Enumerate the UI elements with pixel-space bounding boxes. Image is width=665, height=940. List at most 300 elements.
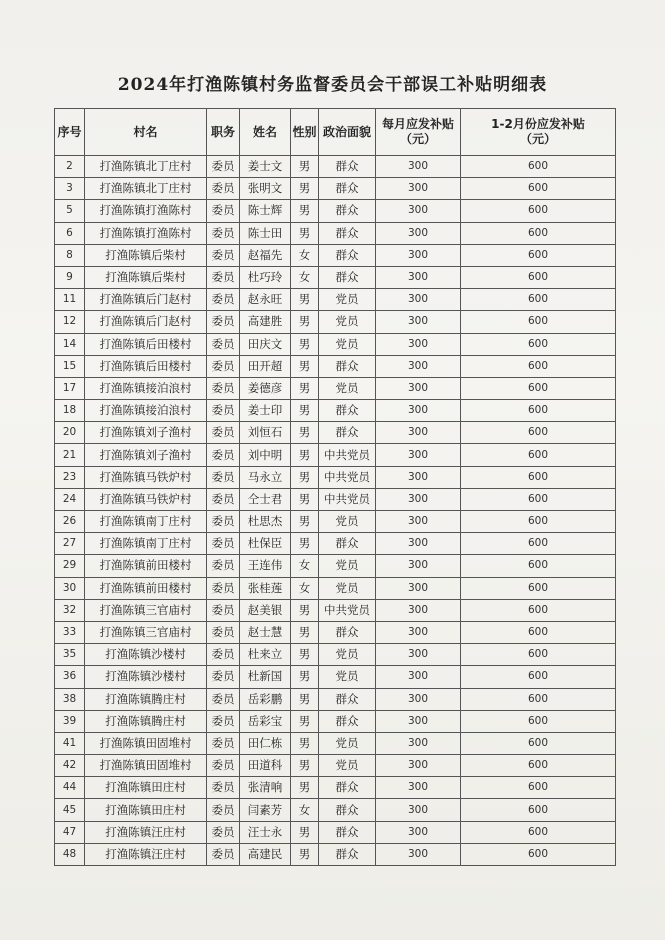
cell-name: 刘恒石 bbox=[240, 422, 291, 444]
table-row bbox=[55, 799, 616, 821]
cell-monthly: 300 bbox=[376, 599, 461, 621]
cell-total: 600 bbox=[461, 666, 616, 688]
cell-position: 委员 bbox=[207, 355, 240, 377]
cell-no: 30 bbox=[55, 577, 85, 599]
cell-no: 32 bbox=[55, 599, 85, 621]
cell-party: 党员 bbox=[319, 755, 376, 777]
cell-monthly: 300 bbox=[376, 222, 461, 244]
cell-village: 打渔陈镇后柴村 bbox=[85, 244, 207, 266]
cell-total: 600 bbox=[461, 843, 616, 865]
cell-monthly: 300 bbox=[376, 355, 461, 377]
cell-name: 张清响 bbox=[240, 777, 291, 799]
cell-name: 杜新国 bbox=[240, 666, 291, 688]
cell-party: 群众 bbox=[319, 222, 376, 244]
cell-party: 中共党员 bbox=[319, 488, 376, 510]
cell-position: 委员 bbox=[207, 577, 240, 599]
header-monthly-label: 每月应发补贴 bbox=[381, 117, 454, 131]
table-row bbox=[55, 178, 616, 200]
cell-total: 600 bbox=[461, 599, 616, 621]
cell-gender: 女 bbox=[291, 244, 319, 266]
cell-total: 600 bbox=[461, 200, 616, 222]
cell-gender: 男 bbox=[291, 666, 319, 688]
cell-no: 44 bbox=[55, 777, 85, 799]
cell-party: 群众 bbox=[319, 821, 376, 843]
cell-position: 委员 bbox=[207, 599, 240, 621]
table-row bbox=[55, 533, 616, 555]
cell-party: 群众 bbox=[319, 422, 376, 444]
cell-monthly: 300 bbox=[376, 511, 461, 533]
table-row bbox=[55, 644, 616, 666]
cell-monthly: 300 bbox=[376, 533, 461, 555]
cell-total: 600 bbox=[461, 156, 616, 178]
cell-name: 杜思杰 bbox=[240, 511, 291, 533]
cell-total: 600 bbox=[461, 466, 616, 488]
table-row bbox=[55, 311, 616, 333]
cell-position: 委员 bbox=[207, 755, 240, 777]
cell-gender: 男 bbox=[291, 644, 319, 666]
cell-gender: 男 bbox=[291, 488, 319, 510]
cell-name: 刘中明 bbox=[240, 444, 291, 466]
table-row bbox=[55, 555, 616, 577]
cell-village: 打渔陈镇田固堆村 bbox=[85, 732, 207, 754]
cell-monthly: 300 bbox=[376, 843, 461, 865]
cell-monthly: 300 bbox=[376, 178, 461, 200]
cell-total: 600 bbox=[461, 755, 616, 777]
cell-village: 打渔陈镇腾庄村 bbox=[85, 688, 207, 710]
cell-village: 打渔陈镇刘子渔村 bbox=[85, 422, 207, 444]
cell-village: 打渔陈镇后田楼村 bbox=[85, 333, 207, 355]
cell-monthly: 300 bbox=[376, 200, 461, 222]
cell-monthly: 300 bbox=[376, 755, 461, 777]
table-row bbox=[55, 222, 616, 244]
table-row bbox=[55, 577, 616, 599]
cell-total: 600 bbox=[461, 488, 616, 510]
cell-no: 6 bbox=[55, 222, 85, 244]
cell-total: 600 bbox=[461, 555, 616, 577]
cell-name: 杜巧玲 bbox=[240, 266, 291, 288]
cell-position: 委员 bbox=[207, 621, 240, 643]
cell-monthly: 300 bbox=[376, 156, 461, 178]
header-monthly bbox=[376, 109, 461, 156]
cell-position: 委员 bbox=[207, 200, 240, 222]
cell-monthly: 300 bbox=[376, 732, 461, 754]
cell-monthly: 300 bbox=[376, 444, 461, 466]
header-total-unit: （元） bbox=[519, 132, 556, 146]
cell-position: 委员 bbox=[207, 377, 240, 399]
table-row bbox=[55, 156, 616, 178]
cell-village: 打渔陈镇三官庙村 bbox=[85, 599, 207, 621]
table-row bbox=[55, 688, 616, 710]
cell-gender: 男 bbox=[291, 311, 319, 333]
cell-no: 38 bbox=[55, 688, 85, 710]
cell-name: 高建民 bbox=[240, 843, 291, 865]
cell-gender: 男 bbox=[291, 843, 319, 865]
cell-no: 48 bbox=[55, 843, 85, 865]
table-row bbox=[55, 755, 616, 777]
cell-name: 高建胜 bbox=[240, 311, 291, 333]
cell-no: 39 bbox=[55, 710, 85, 732]
cell-monthly: 300 bbox=[376, 422, 461, 444]
cell-total: 600 bbox=[461, 577, 616, 599]
cell-no: 29 bbox=[55, 555, 85, 577]
table-row bbox=[55, 488, 616, 510]
cell-total: 600 bbox=[461, 511, 616, 533]
cell-village: 打渔陈镇后门赵村 bbox=[85, 289, 207, 311]
header-no: 序号 bbox=[55, 109, 85, 156]
table-row bbox=[55, 710, 616, 732]
cell-total: 600 bbox=[461, 688, 616, 710]
cell-gender: 男 bbox=[291, 511, 319, 533]
header-village: 村名 bbox=[85, 109, 207, 156]
cell-name: 田开超 bbox=[240, 355, 291, 377]
cell-gender: 男 bbox=[291, 732, 319, 754]
cell-total: 600 bbox=[461, 311, 616, 333]
cell-no: 9 bbox=[55, 266, 85, 288]
cell-monthly: 300 bbox=[376, 333, 461, 355]
cell-position: 委员 bbox=[207, 843, 240, 865]
cell-gender: 男 bbox=[291, 200, 319, 222]
cell-monthly: 300 bbox=[376, 266, 461, 288]
cell-gender: 男 bbox=[291, 621, 319, 643]
cell-total: 600 bbox=[461, 289, 616, 311]
document-title: 2024年打渔陈镇村务监督委员会干部误工补贴明细表 bbox=[117, 75, 548, 95]
cell-monthly: 300 bbox=[376, 244, 461, 266]
table-row bbox=[55, 244, 616, 266]
cell-name: 赵美银 bbox=[240, 599, 291, 621]
cell-gender: 男 bbox=[291, 688, 319, 710]
cell-gender: 男 bbox=[291, 444, 319, 466]
cell-position: 委员 bbox=[207, 444, 240, 466]
cell-position: 委员 bbox=[207, 222, 240, 244]
cell-party: 党员 bbox=[319, 732, 376, 754]
cell-gender: 男 bbox=[291, 533, 319, 555]
cell-gender: 男 bbox=[291, 333, 319, 355]
table-row bbox=[55, 355, 616, 377]
cell-monthly: 300 bbox=[376, 289, 461, 311]
cell-position: 委员 bbox=[207, 289, 240, 311]
cell-position: 委员 bbox=[207, 266, 240, 288]
cell-name: 赵永旺 bbox=[240, 289, 291, 311]
cell-name: 陈士辉 bbox=[240, 200, 291, 222]
cell-no: 35 bbox=[55, 644, 85, 666]
cell-total: 600 bbox=[461, 444, 616, 466]
cell-total: 600 bbox=[461, 178, 616, 200]
cell-name: 张桂莲 bbox=[240, 577, 291, 599]
cell-party: 中共党员 bbox=[319, 444, 376, 466]
cell-party: 群众 bbox=[319, 244, 376, 266]
cell-total: 600 bbox=[461, 222, 616, 244]
cell-village: 打渔陈镇马铁炉村 bbox=[85, 466, 207, 488]
cell-party: 群众 bbox=[319, 200, 376, 222]
cell-monthly: 300 bbox=[376, 377, 461, 399]
cell-name: 姜德彦 bbox=[240, 377, 291, 399]
cell-name: 杜保臣 bbox=[240, 533, 291, 555]
cell-name: 岳彩鹏 bbox=[240, 688, 291, 710]
header-name: 姓名 bbox=[240, 109, 291, 156]
cell-no: 18 bbox=[55, 400, 85, 422]
cell-party: 群众 bbox=[319, 843, 376, 865]
cell-position: 委员 bbox=[207, 422, 240, 444]
cell-monthly: 300 bbox=[376, 621, 461, 643]
cell-gender: 男 bbox=[291, 355, 319, 377]
cell-name: 汪士永 bbox=[240, 821, 291, 843]
cell-no: 41 bbox=[55, 732, 85, 754]
header-gender: 性别 bbox=[291, 109, 319, 156]
cell-no: 33 bbox=[55, 621, 85, 643]
table-row bbox=[55, 777, 616, 799]
cell-name: 陈士田 bbox=[240, 222, 291, 244]
cell-village: 打渔陈镇田固堆村 bbox=[85, 755, 207, 777]
cell-gender: 女 bbox=[291, 577, 319, 599]
cell-gender: 男 bbox=[291, 222, 319, 244]
cell-position: 委员 bbox=[207, 732, 240, 754]
cell-name: 闫素芳 bbox=[240, 799, 291, 821]
cell-village: 打渔陈镇后门赵村 bbox=[85, 311, 207, 333]
cell-party: 中共党员 bbox=[319, 599, 376, 621]
table-row bbox=[55, 333, 616, 355]
cell-no: 24 bbox=[55, 488, 85, 510]
cell-party: 群众 bbox=[319, 799, 376, 821]
cell-name: 岳彩宝 bbox=[240, 710, 291, 732]
cell-name: 姜士印 bbox=[240, 400, 291, 422]
cell-party: 党员 bbox=[319, 333, 376, 355]
table-row bbox=[55, 266, 616, 288]
cell-name: 王连伟 bbox=[240, 555, 291, 577]
cell-no: 26 bbox=[55, 511, 85, 533]
cell-name: 马永立 bbox=[240, 466, 291, 488]
cell-total: 600 bbox=[461, 266, 616, 288]
subsidy-table bbox=[54, 108, 616, 866]
cell-gender: 男 bbox=[291, 755, 319, 777]
table-row bbox=[55, 511, 616, 533]
table-header-row bbox=[55, 109, 616, 156]
cell-party: 群众 bbox=[319, 156, 376, 178]
cell-village: 打渔陈镇南丁庄村 bbox=[85, 511, 207, 533]
table-row bbox=[55, 843, 616, 865]
table-row bbox=[55, 621, 616, 643]
cell-monthly: 300 bbox=[376, 488, 461, 510]
cell-party: 群众 bbox=[319, 777, 376, 799]
cell-party: 群众 bbox=[319, 688, 376, 710]
table-row bbox=[55, 200, 616, 222]
cell-monthly: 300 bbox=[376, 400, 461, 422]
cell-no: 3 bbox=[55, 178, 85, 200]
cell-party: 群众 bbox=[319, 710, 376, 732]
cell-name: 仝士君 bbox=[240, 488, 291, 510]
cell-position: 委员 bbox=[207, 400, 240, 422]
cell-total: 600 bbox=[461, 777, 616, 799]
cell-village: 打渔陈镇接泊浪村 bbox=[85, 400, 207, 422]
cell-no: 23 bbox=[55, 466, 85, 488]
cell-party: 群众 bbox=[319, 533, 376, 555]
cell-total: 600 bbox=[461, 732, 616, 754]
cell-village: 打渔陈镇前田楼村 bbox=[85, 555, 207, 577]
cell-name: 张明文 bbox=[240, 178, 291, 200]
cell-no: 2 bbox=[55, 156, 85, 178]
cell-village: 打渔陈镇打渔陈村 bbox=[85, 222, 207, 244]
table-row bbox=[55, 444, 616, 466]
cell-village: 打渔陈镇北丁庄村 bbox=[85, 156, 207, 178]
cell-no: 12 bbox=[55, 311, 85, 333]
cell-position: 委员 bbox=[207, 488, 240, 510]
cell-position: 委员 bbox=[207, 555, 240, 577]
cell-position: 委员 bbox=[207, 156, 240, 178]
cell-village: 打渔陈镇沙楼村 bbox=[85, 644, 207, 666]
cell-no: 14 bbox=[55, 333, 85, 355]
cell-village: 打渔陈镇马铁炉村 bbox=[85, 488, 207, 510]
cell-position: 委员 bbox=[207, 333, 240, 355]
cell-gender: 男 bbox=[291, 289, 319, 311]
table-row bbox=[55, 821, 616, 843]
cell-village: 打渔陈镇汪庄村 bbox=[85, 821, 207, 843]
cell-total: 600 bbox=[461, 644, 616, 666]
cell-name: 田仁栋 bbox=[240, 732, 291, 754]
cell-no: 42 bbox=[55, 755, 85, 777]
cell-position: 委员 bbox=[207, 666, 240, 688]
table-row bbox=[55, 466, 616, 488]
cell-gender: 男 bbox=[291, 178, 319, 200]
cell-position: 委员 bbox=[207, 511, 240, 533]
cell-party: 群众 bbox=[319, 621, 376, 643]
table-row bbox=[55, 666, 616, 688]
cell-village: 打渔陈镇后柴村 bbox=[85, 266, 207, 288]
cell-village: 打渔陈镇南丁庄村 bbox=[85, 533, 207, 555]
cell-village: 打渔陈镇沙楼村 bbox=[85, 666, 207, 688]
table-row bbox=[55, 400, 616, 422]
cell-position: 委员 bbox=[207, 644, 240, 666]
cell-monthly: 300 bbox=[376, 688, 461, 710]
cell-party: 群众 bbox=[319, 178, 376, 200]
cell-position: 委员 bbox=[207, 821, 240, 843]
cell-position: 委员 bbox=[207, 777, 240, 799]
cell-position: 委员 bbox=[207, 533, 240, 555]
cell-no: 47 bbox=[55, 821, 85, 843]
cell-position: 委员 bbox=[207, 178, 240, 200]
cell-name: 姜士文 bbox=[240, 156, 291, 178]
cell-party: 党员 bbox=[319, 311, 376, 333]
cell-no: 17 bbox=[55, 377, 85, 399]
cell-no: 8 bbox=[55, 244, 85, 266]
cell-position: 委员 bbox=[207, 799, 240, 821]
cell-village: 打渔陈镇汪庄村 bbox=[85, 843, 207, 865]
cell-village: 打渔陈镇后田楼村 bbox=[85, 355, 207, 377]
cell-position: 委员 bbox=[207, 688, 240, 710]
cell-no: 21 bbox=[55, 444, 85, 466]
header-total bbox=[461, 109, 616, 156]
cell-no: 45 bbox=[55, 799, 85, 821]
cell-village: 打渔陈镇北丁庄村 bbox=[85, 178, 207, 200]
cell-village: 打渔陈镇三官庙村 bbox=[85, 621, 207, 643]
table-row bbox=[55, 377, 616, 399]
cell-party: 中共党员 bbox=[319, 466, 376, 488]
cell-position: 委员 bbox=[207, 710, 240, 732]
table-row bbox=[55, 732, 616, 754]
cell-no: 5 bbox=[55, 200, 85, 222]
cell-name: 杜来立 bbox=[240, 644, 291, 666]
cell-village: 打渔陈镇腾庄村 bbox=[85, 710, 207, 732]
cell-monthly: 300 bbox=[376, 821, 461, 843]
cell-total: 600 bbox=[461, 355, 616, 377]
cell-total: 600 bbox=[461, 400, 616, 422]
cell-monthly: 300 bbox=[376, 577, 461, 599]
cell-village: 打渔陈镇前田楼村 bbox=[85, 577, 207, 599]
header-total-label: 1-2月份应发补贴 bbox=[491, 117, 585, 131]
cell-gender: 男 bbox=[291, 710, 319, 732]
cell-party: 群众 bbox=[319, 355, 376, 377]
cell-total: 600 bbox=[461, 710, 616, 732]
cell-total: 600 bbox=[461, 533, 616, 555]
cell-position: 委员 bbox=[207, 311, 240, 333]
cell-party: 党员 bbox=[319, 511, 376, 533]
cell-gender: 男 bbox=[291, 400, 319, 422]
cell-name: 田道科 bbox=[240, 755, 291, 777]
cell-total: 600 bbox=[461, 377, 616, 399]
header-position: 职务 bbox=[207, 109, 240, 156]
cell-village: 打渔陈镇田庄村 bbox=[85, 799, 207, 821]
cell-gender: 男 bbox=[291, 821, 319, 843]
cell-monthly: 300 bbox=[376, 799, 461, 821]
cell-monthly: 300 bbox=[376, 466, 461, 488]
cell-no: 20 bbox=[55, 422, 85, 444]
cell-gender: 女 bbox=[291, 266, 319, 288]
cell-name: 田庆文 bbox=[240, 333, 291, 355]
cell-gender: 男 bbox=[291, 377, 319, 399]
cell-party: 党员 bbox=[319, 555, 376, 577]
cell-village: 打渔陈镇刘子渔村 bbox=[85, 444, 207, 466]
cell-village: 打渔陈镇打渔陈村 bbox=[85, 200, 207, 222]
cell-monthly: 300 bbox=[376, 777, 461, 799]
cell-total: 600 bbox=[461, 333, 616, 355]
cell-position: 委员 bbox=[207, 466, 240, 488]
header-monthly-unit: （元） bbox=[399, 132, 436, 146]
table-row bbox=[55, 422, 616, 444]
cell-total: 600 bbox=[461, 422, 616, 444]
cell-monthly: 300 bbox=[376, 644, 461, 666]
cell-total: 600 bbox=[461, 799, 616, 821]
cell-name: 赵士慧 bbox=[240, 621, 291, 643]
cell-monthly: 300 bbox=[376, 555, 461, 577]
cell-monthly: 300 bbox=[376, 311, 461, 333]
cell-gender: 男 bbox=[291, 599, 319, 621]
cell-gender: 男 bbox=[291, 156, 319, 178]
cell-party: 党员 bbox=[319, 289, 376, 311]
cell-name: 赵福先 bbox=[240, 244, 291, 266]
cell-party: 党员 bbox=[319, 644, 376, 666]
cell-village: 打渔陈镇接泊浪村 bbox=[85, 377, 207, 399]
cell-gender: 男 bbox=[291, 466, 319, 488]
header-party: 政治面貌 bbox=[319, 109, 376, 156]
cell-gender: 女 bbox=[291, 555, 319, 577]
cell-position: 委员 bbox=[207, 244, 240, 266]
cell-no: 36 bbox=[55, 666, 85, 688]
cell-party: 群众 bbox=[319, 400, 376, 422]
cell-party: 群众 bbox=[319, 266, 376, 288]
cell-no: 27 bbox=[55, 533, 85, 555]
table-row bbox=[55, 599, 616, 621]
cell-no: 15 bbox=[55, 355, 85, 377]
cell-total: 600 bbox=[461, 821, 616, 843]
table-row bbox=[55, 289, 616, 311]
cell-no: 11 bbox=[55, 289, 85, 311]
cell-party: 党员 bbox=[319, 666, 376, 688]
cell-monthly: 300 bbox=[376, 666, 461, 688]
cell-party: 党员 bbox=[319, 577, 376, 599]
cell-gender: 女 bbox=[291, 799, 319, 821]
cell-village: 打渔陈镇田庄村 bbox=[85, 777, 207, 799]
cell-total: 600 bbox=[461, 244, 616, 266]
cell-gender: 男 bbox=[291, 777, 319, 799]
cell-total: 600 bbox=[461, 621, 616, 643]
